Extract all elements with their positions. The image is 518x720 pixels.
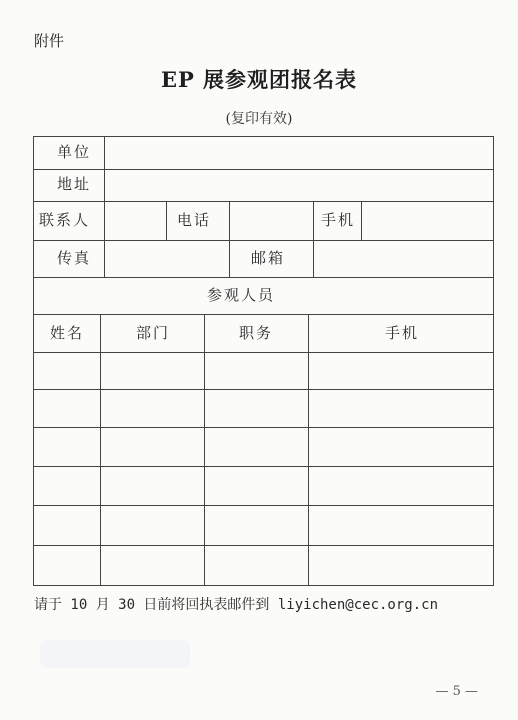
- unit-label: 单位: [57, 143, 92, 161]
- table-vline: [33, 136, 34, 585]
- table-hline: [33, 136, 494, 137]
- table-vline: [313, 240, 314, 277]
- table-hline: [33, 389, 494, 390]
- table-vline: [100, 314, 101, 585]
- col-position-header: 职务: [239, 324, 274, 342]
- address-label: 地址: [57, 175, 92, 193]
- table-vline: [104, 136, 105, 201]
- table-hline: [33, 505, 494, 506]
- phone-label: 电话: [177, 211, 212, 229]
- visitors-header: 参观人员: [207, 286, 276, 304]
- table-hline: [33, 545, 494, 546]
- email-label: 邮箱: [251, 249, 286, 267]
- table-vline: [313, 201, 314, 240]
- table-hline: [33, 352, 494, 353]
- table-hline: [33, 169, 494, 170]
- page-title: EP 展参观团报名表: [160, 67, 358, 92]
- table-vline: [166, 201, 167, 240]
- col-dept-header: 部门: [136, 324, 171, 342]
- table-vline: [204, 314, 205, 585]
- table-hline: [33, 240, 494, 241]
- fax-label: 传真: [57, 249, 92, 267]
- table-vline: [229, 201, 230, 240]
- scan-smudge: [40, 640, 190, 668]
- table-hline: [33, 427, 494, 428]
- table-hline: [33, 585, 494, 586]
- table-vline: [308, 314, 309, 585]
- page-subtitle: (复印有效): [225, 111, 293, 127]
- table-hline: [33, 201, 494, 202]
- mobile-label: 手机: [321, 211, 356, 229]
- table-hline: [33, 314, 494, 315]
- table-vline: [361, 201, 362, 240]
- table-hline: [33, 277, 494, 278]
- table-vline: [493, 136, 494, 585]
- table-vline: [229, 240, 230, 277]
- col-name-header: 姓名: [50, 324, 85, 342]
- table-hline: [33, 466, 494, 467]
- table-vline: [104, 240, 105, 277]
- attachment-label: 附件: [34, 32, 65, 50]
- table-vline: [104, 201, 105, 240]
- contact-label: 联系人: [39, 211, 91, 229]
- page-number: — 5 —: [435, 684, 478, 699]
- footer-note: 请于 10 月 30 日前将回执表邮件到 liyichen@cec.org.cn: [34, 597, 439, 613]
- col-mobile-header: 手机: [385, 324, 420, 342]
